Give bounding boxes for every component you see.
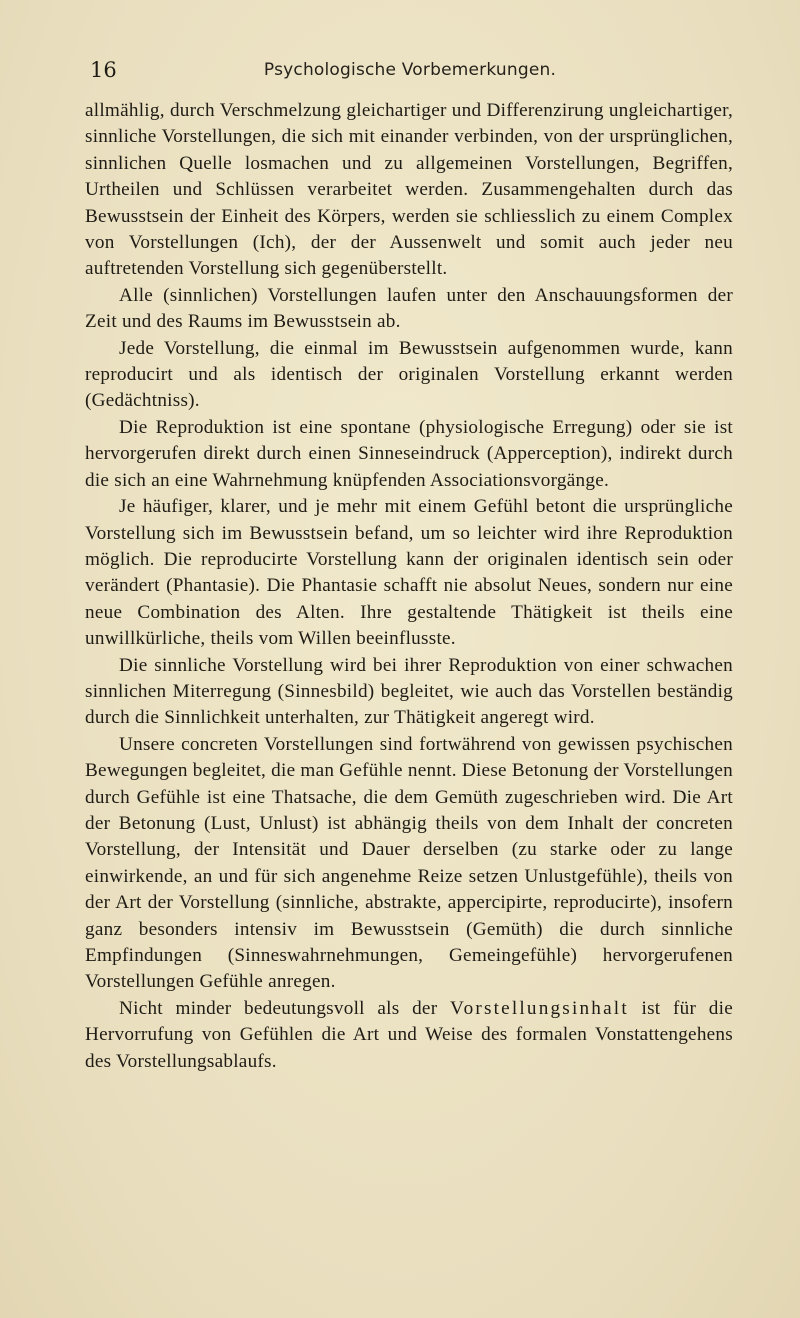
body-text [85,98,733,1075]
paragraph-gedaechtniss: Jede Vorstellung, die einmal im Bewusstsein aufgenommen wurde, kann reproducirt und als identisch der originalen Vorstellung erkannt werden (Gedächtniss). [85,337,733,412]
paragraph-anschauungsformen: Alle (sinnlichen) Vorstellungen laufen unter den Anschauungsformen der Zeit und des Raums im Bewusstsein ab. [85,284,733,333]
running-head [90,58,730,84]
paragraph-reproduktion: Die Reproduktion ist eine spontane (physiologische Erregung) oder sie ist hervorgerufen direkt durch einen Sinneseindruck (Apperception), indirekt durch die sich an eine Wahrnehmung knüpfenden Associationsvorgänge. [85,416,733,491]
page-number: 16 [90,58,117,82]
paragraph-sinnesbild: Die sinnliche Vorstellung wird bei ihrer Reproduktion von einer schwachen sinnlichen Miterregung (Sinnesbild) begleitet, wie auch das Vorstellen beständig durch die Sinnlichkeit unterhalten, zur Thätigkeit angeregt wird. [85,654,733,729]
paragraph-continuation: allmählig, durch Verschmelzung gleichartiger und Differenzirung ungleichartiger, sinnliche Vorstellungen, die sich mit einander verbinden, von der ursprünglichen, sinnlichen Quelle losmachen und zu allgemeinen Vorstellungen, Begriffen, Urtheilen und Schlüssen verarbeitet werden. Zusammengehalten durch das Bewusstsein der Einheit des Körpers, werden sie schliesslich zu einem Complex von Vorstellungen (Ich), der der Aussenwelt und somit auch jeder neu auftretenden Vorstellung sich gegenüberstellt. [85,100,733,280]
text-segment: ist für die Hervorrufung von Gefühlen die Art und Weise des formalen Vonstattengehens des Vorstellungsablaufs. [85,997,733,1072]
paragraph-gefuehle: Unsere concreten Vorstellungen sind fortwährend von gewissen psychischen Bewegungen begleitet, die man Gefühle nennt. Diese Betonung der Vorstellungen durch Gefühle ist eine Thatsache, die dem Gemüth zugeschrieben wird. Die Art der Betonung (Lust, Unlust) ist abhängig theils von dem Inhalt der concreten Vorstellung, der Intensität und Dauer derselben (zu starke oder zu lange einwirkende, an und für sich angenehme Reize setzen Unlustgefühle), theils von der Art der Vorstellung (sinnliche, abstrakte, appercipirte, reproducirte), insofern ganz besonders intensiv im Bewusstsein (Gemüth) die durch sinnliche Empfindungen (Sinneswahrnehmungen, Gemeingefühle) hervorgerufenen Vorstellungen Gefühle anregen. [85,733,733,993]
emphasized-term: Vorstellungsinhalt [449,997,629,1019]
paragraph-phantasie: Je häufiger, klarer, und je mehr mit einem Gefühl betont die ursprüngliche Vorstellung sich im Bewusstsein befand, um so leichter wird ihre Reproduktion möglich. Die reproducirte Vorstellung kann der originalen identisch sein oder verändert (Phantasie). Die Phantasie schafft nie absolut Neues, sondern nur eine neue Combination des Alten. Ihre gestaltende Thätigkeit ist theils eine unwillkürliche, theils vom Willen beeinflusste. [85,496,733,650]
paragraph-vorstellungsinhalt [85,996,733,1075]
page-header-title: Psychologische Vorbemerkungen. [263,60,557,80]
text-segment: Nicht minder bedeutungsvoll als der [119,997,450,1019]
